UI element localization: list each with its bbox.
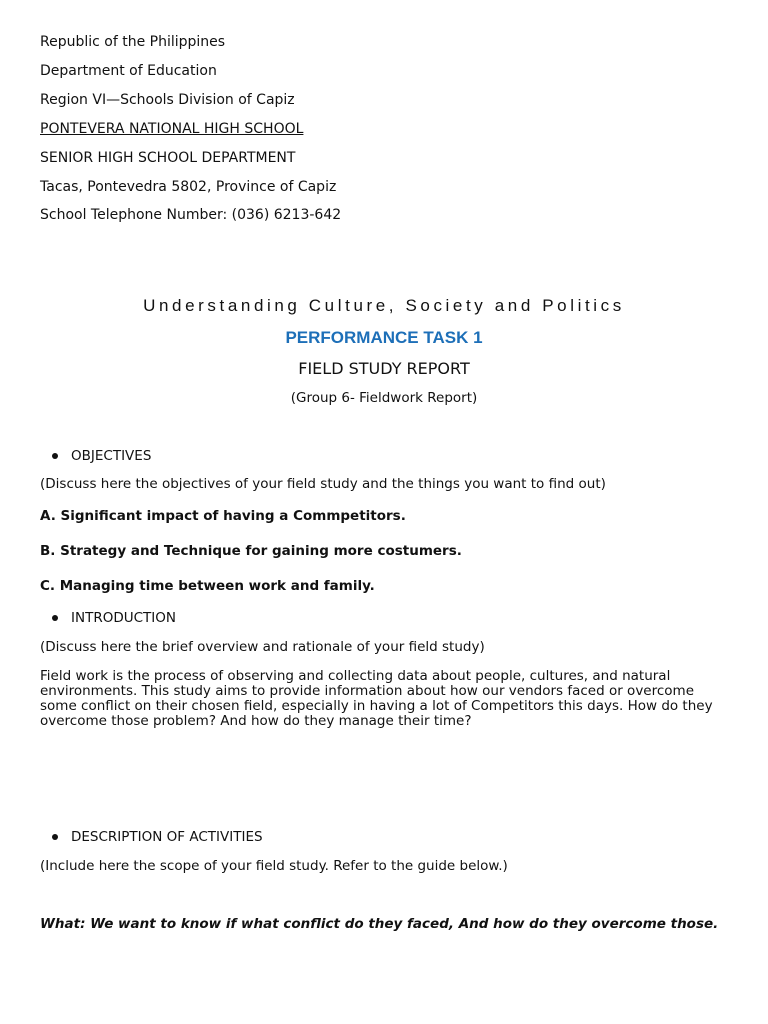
objectives-heading bbox=[52, 447, 151, 465]
activities-heading-label: DESCRIPTION OF ACTIVITIES bbox=[71, 829, 263, 845]
bullet-icon bbox=[52, 453, 58, 459]
introduction-body: Field work is the process of observing and collecting data about people, cultures, and natural environments. This study aims to provide information about how our vendors faced or overcome some conflict on their chosen field, especially in having a lot of Competitors this days. How do they overcome those problem? And how do they manage their time? bbox=[40, 668, 713, 729]
report-title: FIELD STUDY REPORT bbox=[298, 359, 470, 378]
introduction-heading bbox=[52, 609, 176, 627]
bullet-icon bbox=[52, 615, 58, 621]
activities-what: What: We want to know if what conflict do they faced, And how do they overcome those. bbox=[40, 916, 719, 932]
header-region: Region VI—Schools Division of Capiz bbox=[40, 92, 295, 108]
group-subtitle: (Group 6- Fieldwork Report) bbox=[290, 390, 478, 406]
performance-task-title: PERFORMANCE TASK 1 bbox=[285, 328, 483, 347]
header-republic: Republic of the Philippines bbox=[40, 34, 226, 50]
header-telephone: School Telephone Number: (036) 6213-642 bbox=[40, 207, 342, 223]
header-department: Department of Education bbox=[40, 63, 217, 79]
introduction-instruction: (Discuss here the brief overview and rationale of your field study) bbox=[40, 639, 485, 655]
objective-item-b: B. Strategy and Technique for gaining more costumers. bbox=[40, 543, 462, 559]
objectives-instruction: (Discuss here the objectives of your field study and the things you want to find out) bbox=[40, 476, 606, 492]
header-address: Tacas, Pontevedra 5802, Province of Capiz bbox=[40, 179, 337, 195]
header-department-shs: SENIOR HIGH SCHOOL DEPARTMENT bbox=[40, 150, 296, 166]
introduction-heading-label: INTRODUCTION bbox=[71, 610, 176, 626]
objectives-heading-label: OBJECTIVES bbox=[71, 448, 152, 464]
header-school-name: PONTEVERA NATIONAL HIGH SCHOOL bbox=[40, 121, 304, 137]
activities-heading bbox=[52, 828, 263, 846]
subject-title: Understanding Culture, Society and Politics bbox=[143, 296, 625, 315]
activities-instruction: (Include here the scope of your field study. Refer to the guide below.) bbox=[40, 858, 508, 874]
bullet-icon bbox=[52, 834, 58, 840]
objective-item-a: A. Significant impact of having a Commpetitors. bbox=[40, 508, 406, 524]
objective-item-c: C. Managing time between work and family. bbox=[40, 578, 375, 594]
